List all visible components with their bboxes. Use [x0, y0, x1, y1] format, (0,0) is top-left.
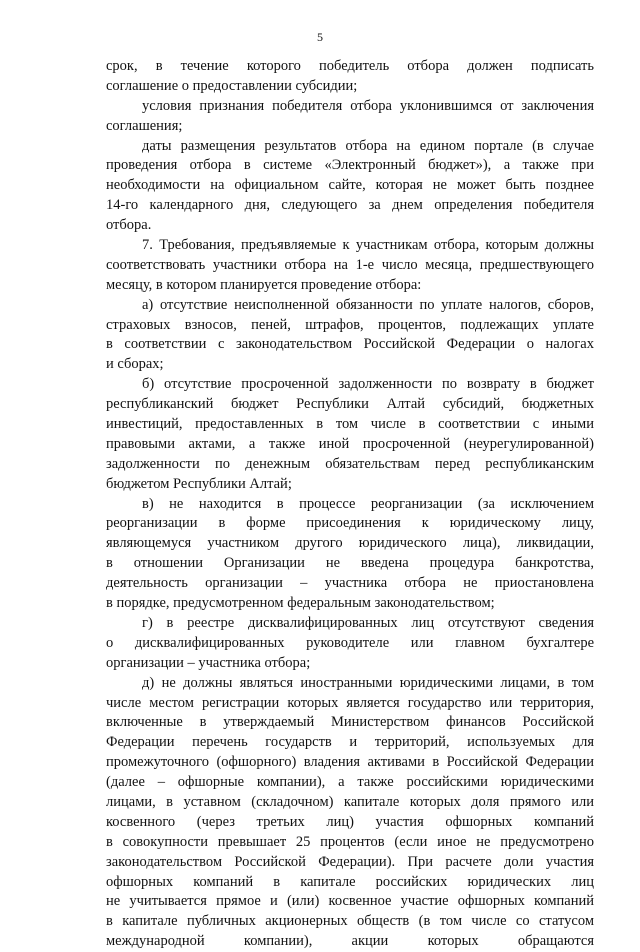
text-line: промежуточного (офшорного) владения активами в Российской Федерации [106, 754, 594, 771]
text-line: в капитале публичных акционерных обществ (в том числе со статусом [106, 913, 594, 930]
text-line: в отношении Организации не введена процедура банкротства, [106, 555, 594, 572]
text-line: деятельность организации – участника отбора не приостановлена [106, 575, 594, 592]
text-line: необходимости на официальном сайте, которая не может быть позднее [106, 177, 594, 194]
text-line: условия признания победителя отбора уклонившимся от заключения [142, 97, 594, 114]
page-number: 5 [317, 30, 323, 44]
text-line: в) не находится в процессе реорганизации (за исключением [142, 495, 594, 512]
text-line: (далее – офшорные компании), а также российскими юридическими [106, 774, 594, 791]
text-line: лицами, в уставном (складочном) капитале которых доля прямого или [106, 793, 594, 810]
text-line: срок, в течение которого победитель отбора должен подписать [106, 58, 594, 74]
text-line: организации – участника отбора; [106, 654, 311, 671]
text-line: соответствовать участники отбора на 1-е число месяца, предшествующего [106, 256, 594, 273]
text-line: д) не должны являться иностранными юридическими лицами, в том [142, 674, 594, 691]
text-line: соглашения; [106, 117, 183, 134]
text-line: являющемуся участником другого юридического лица), ликвидации, [106, 535, 594, 552]
text-line: и сборах; [106, 356, 164, 373]
text-line: включенные в утверждаемый Министерством финансов Российской [106, 714, 594, 731]
text-line: реорганизации в форме присоединения к юридическому лицу, [106, 515, 594, 532]
text-line: инвестиций, предоставленных в том числе в соответствии с иными [106, 416, 594, 433]
text-line: а) отсутствие неисполненной обязанности по уплате налогов, сборов, [142, 296, 594, 313]
text-line: республиканский бюджет Республики Алтай субсидий, бюджетных [106, 396, 594, 413]
text-line: проведения отбора в системе «Электронный бюджет»), а также при [106, 157, 594, 174]
text-line: офшорных компаний в капитале российских юридических лиц [106, 873, 594, 890]
text-line: законодательством Российской Федерации). При расчете доли участия [106, 853, 594, 870]
text-line: правовыми актами, а также иной просроченной (неурегулированной) [106, 435, 594, 452]
text-line: в совокупности превышает 25 процентов (если иное не предусмотрено [106, 833, 594, 850]
text-line: г) в реестре дисквалифицированных лиц отсутствуют сведения [142, 614, 594, 631]
text-line: косвенного (через третьих лиц) участия офшорных компаний [106, 813, 594, 830]
text-line: в соответствии с законодательством Российской Федерации о налогах [106, 336, 594, 353]
text-line: страховых взносов, пеней, штрафов, процентов, подлежащих уплате [106, 316, 594, 333]
text-line: бюджетом Республики Алтай; [106, 475, 292, 492]
text-line: Федерации перечень государств и территорий, используемых для [106, 734, 594, 751]
text-line: числе местом регистрации которых является государство или территория, [106, 694, 594, 711]
text-line: отбора. [106, 217, 152, 234]
text-line: о дисквалифицированных руководителе или главном бухгалтере [106, 634, 594, 651]
text-line: в порядке, предусмотренном федеральным законодательством; [106, 595, 495, 612]
text-line: 14-го календарного дня, следующего за днем определения победителя [106, 197, 594, 214]
text-line: соглашение о предоставлении субсидии; [106, 77, 358, 94]
text-line: международной компании), акции которых обращаются [106, 933, 594, 950]
text-line: не учитывается прямое и (или) косвенное участие офшорных компаний [106, 893, 594, 910]
text-line: задолженности по денежным обязательствам перед республиканским [106, 455, 594, 472]
document-body [106, 57, 594, 952]
text-line: 7. Требования, предъявляемые к участникам отбора, которым должны [142, 237, 594, 254]
text-line: месяцу, в котором планируется проведение отбора: [106, 276, 422, 293]
text-line: б) отсутствие просроченной задолженности по возврату в бюджет [142, 376, 594, 393]
text-line: даты размещения результатов отбора на едином портале (в случае [142, 137, 594, 154]
